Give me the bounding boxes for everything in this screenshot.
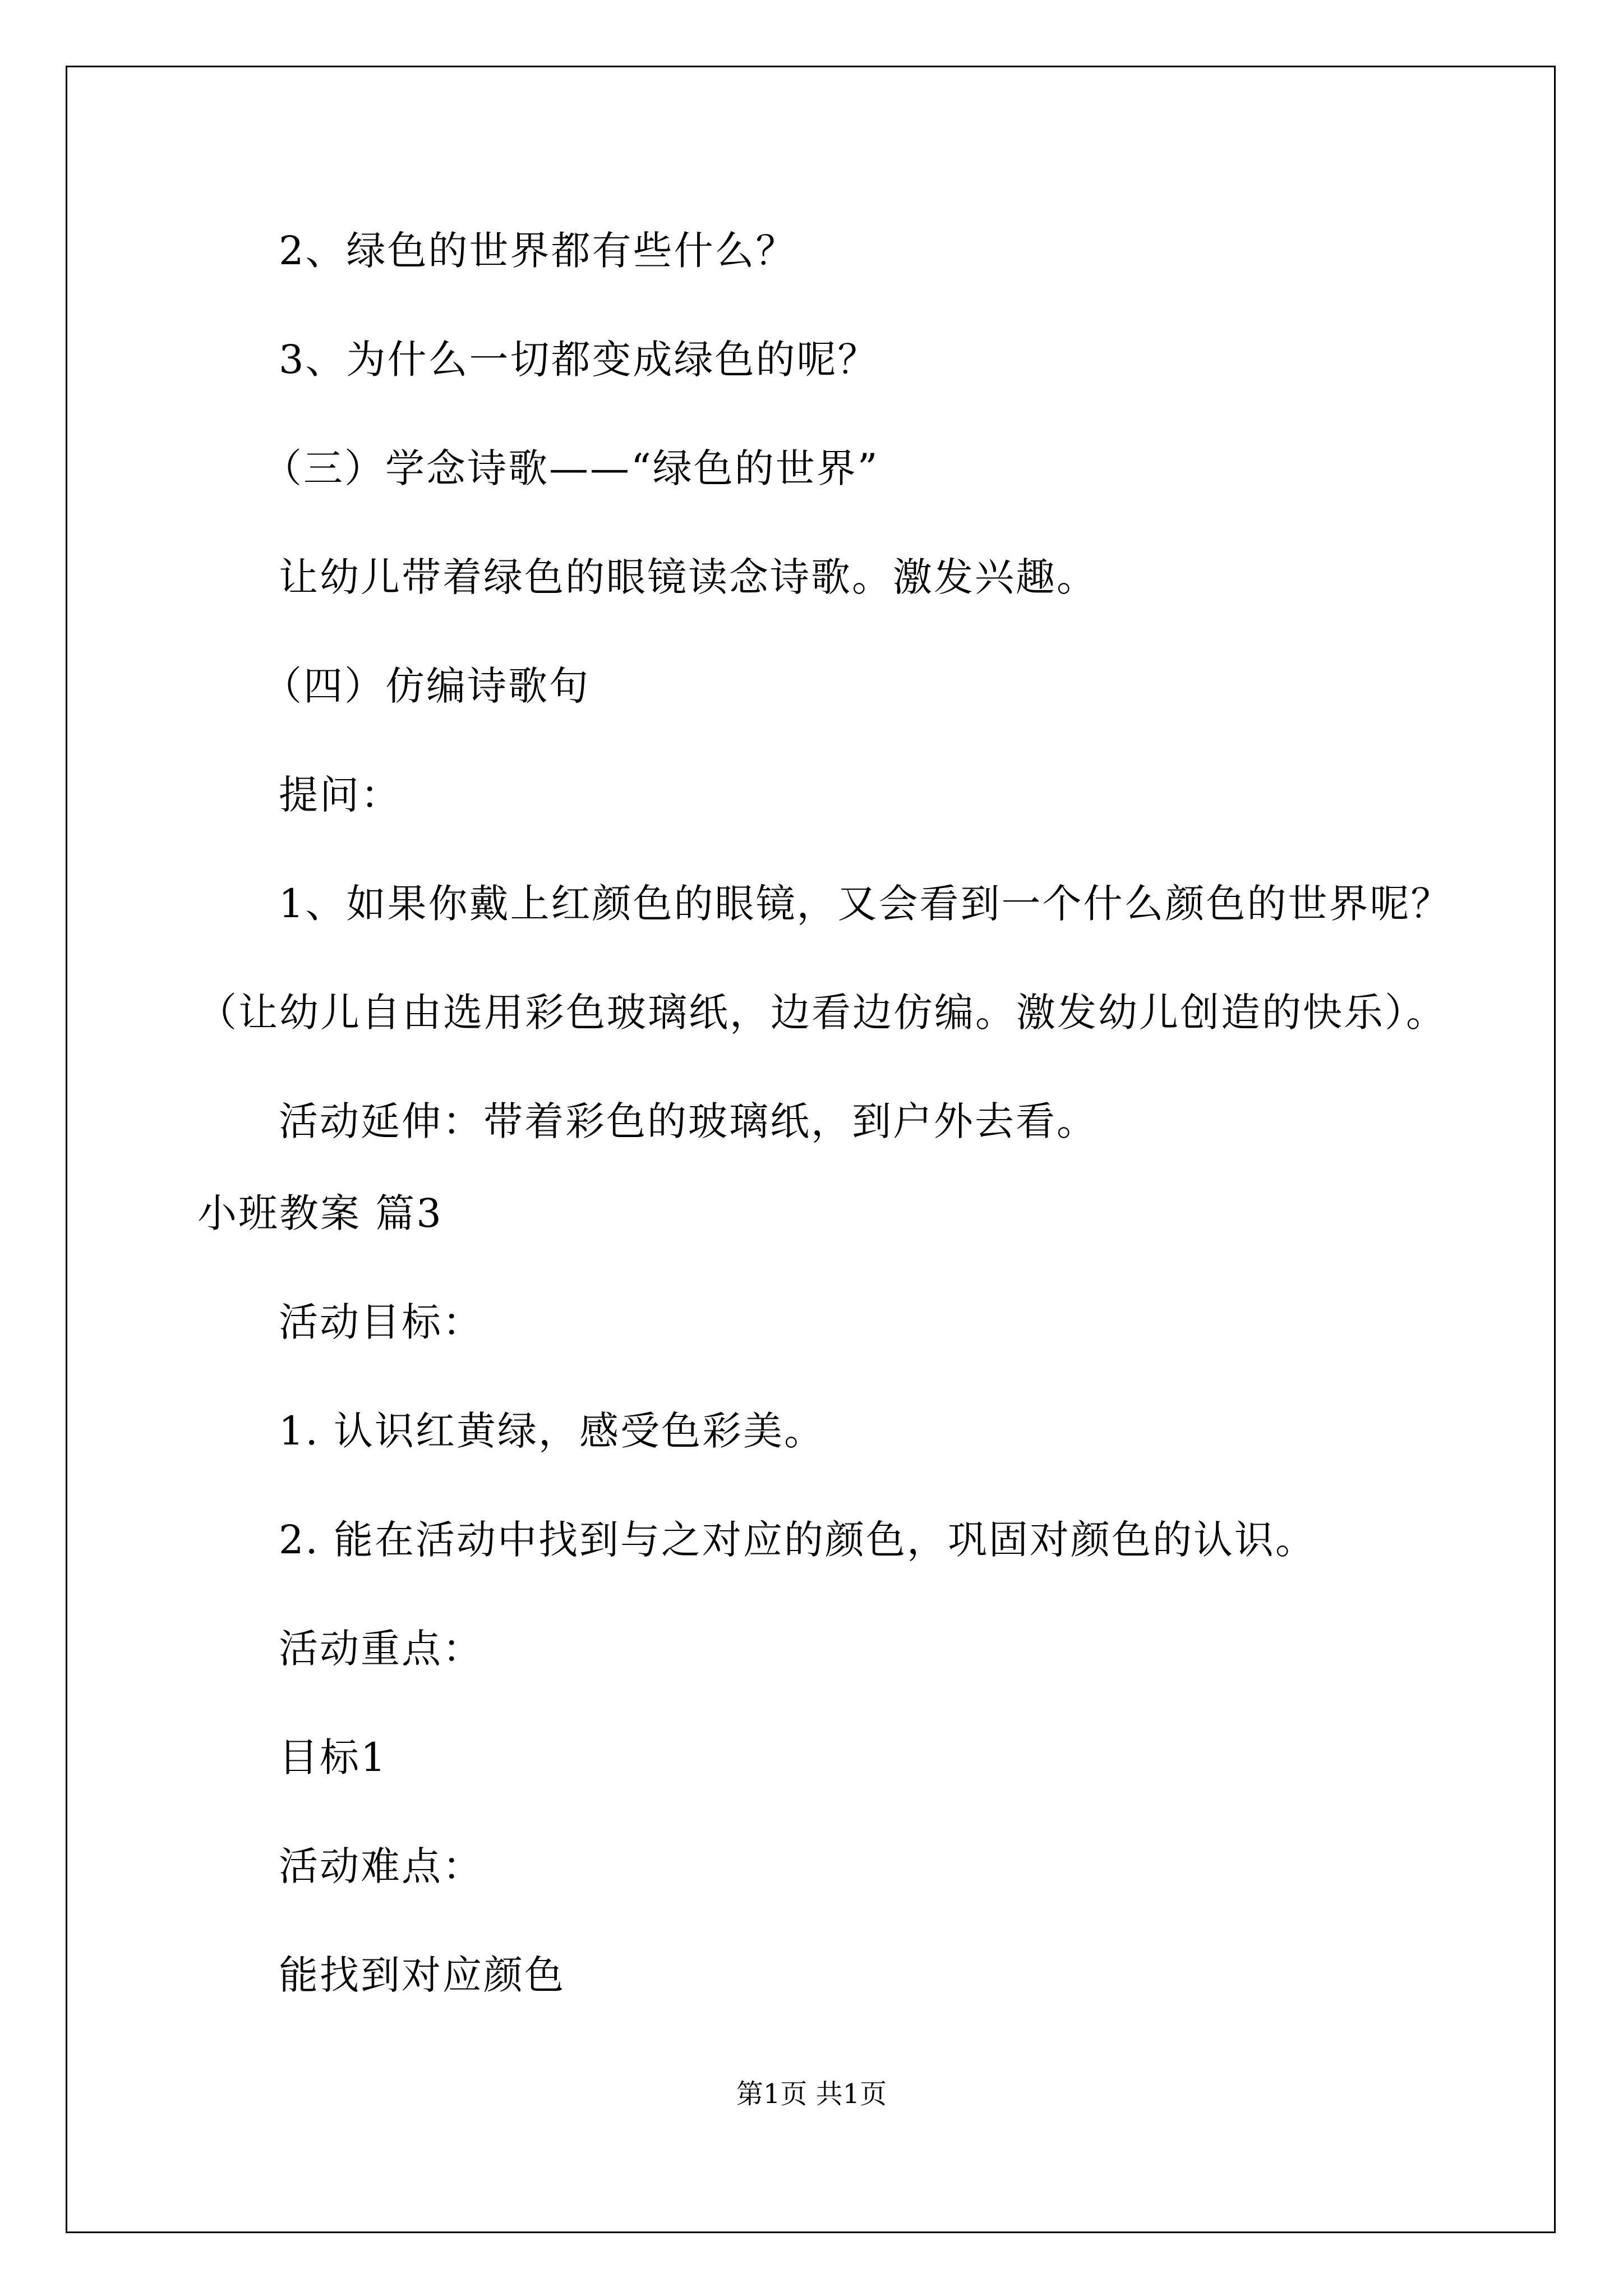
question-2: 2、绿色的世界都有些什么？ (279, 228, 797, 274)
page-border (66, 66, 1556, 2233)
key-point-heading: 活动重点： (279, 1626, 483, 1672)
question-3: 3、为什么一切都变成绿色的呢？ (279, 337, 879, 383)
section-heading-4: （四）仿编诗歌句 (262, 663, 590, 709)
page-footer: 第1页 共1页 (736, 2078, 887, 2110)
goal-1: 1. 认识红黄绿，感受色彩美。 (279, 1408, 826, 1454)
difficulty-heading: 活动难点： (279, 1843, 483, 1889)
key-point-text: 目标1 (279, 1734, 388, 1780)
activity-goals-heading: 活动目标： (279, 1299, 483, 1345)
section-heading-3: （三）学念诗歌——“绿色的世界” (262, 445, 879, 491)
paragraph-free-choice: （让幼儿自由选用彩色玻璃纸，边看边仿编。激发幼儿创造的快乐）。 (197, 990, 1447, 1036)
question-1: 1、如果你戴上红颜色的眼镜，又会看到一个什么颜色的世界呢？ (279, 881, 1452, 927)
activity-extension: 活动延伸：带着彩色的玻璃纸，到户外去看。 (279, 1098, 1098, 1144)
paragraph-poem-reading: 让幼儿带着绿色的眼镜读念诗歌。激发兴趣。 (279, 554, 1098, 600)
lesson-title: 小班教案 篇3 (197, 1190, 443, 1236)
goal-2: 2. 能在活动中找到与之对应的颜色，巩固对颜色的认识。 (279, 1517, 1317, 1563)
question-prompt: 提问： (279, 772, 402, 818)
difficulty-text: 能找到对应颜色 (279, 1952, 565, 1998)
